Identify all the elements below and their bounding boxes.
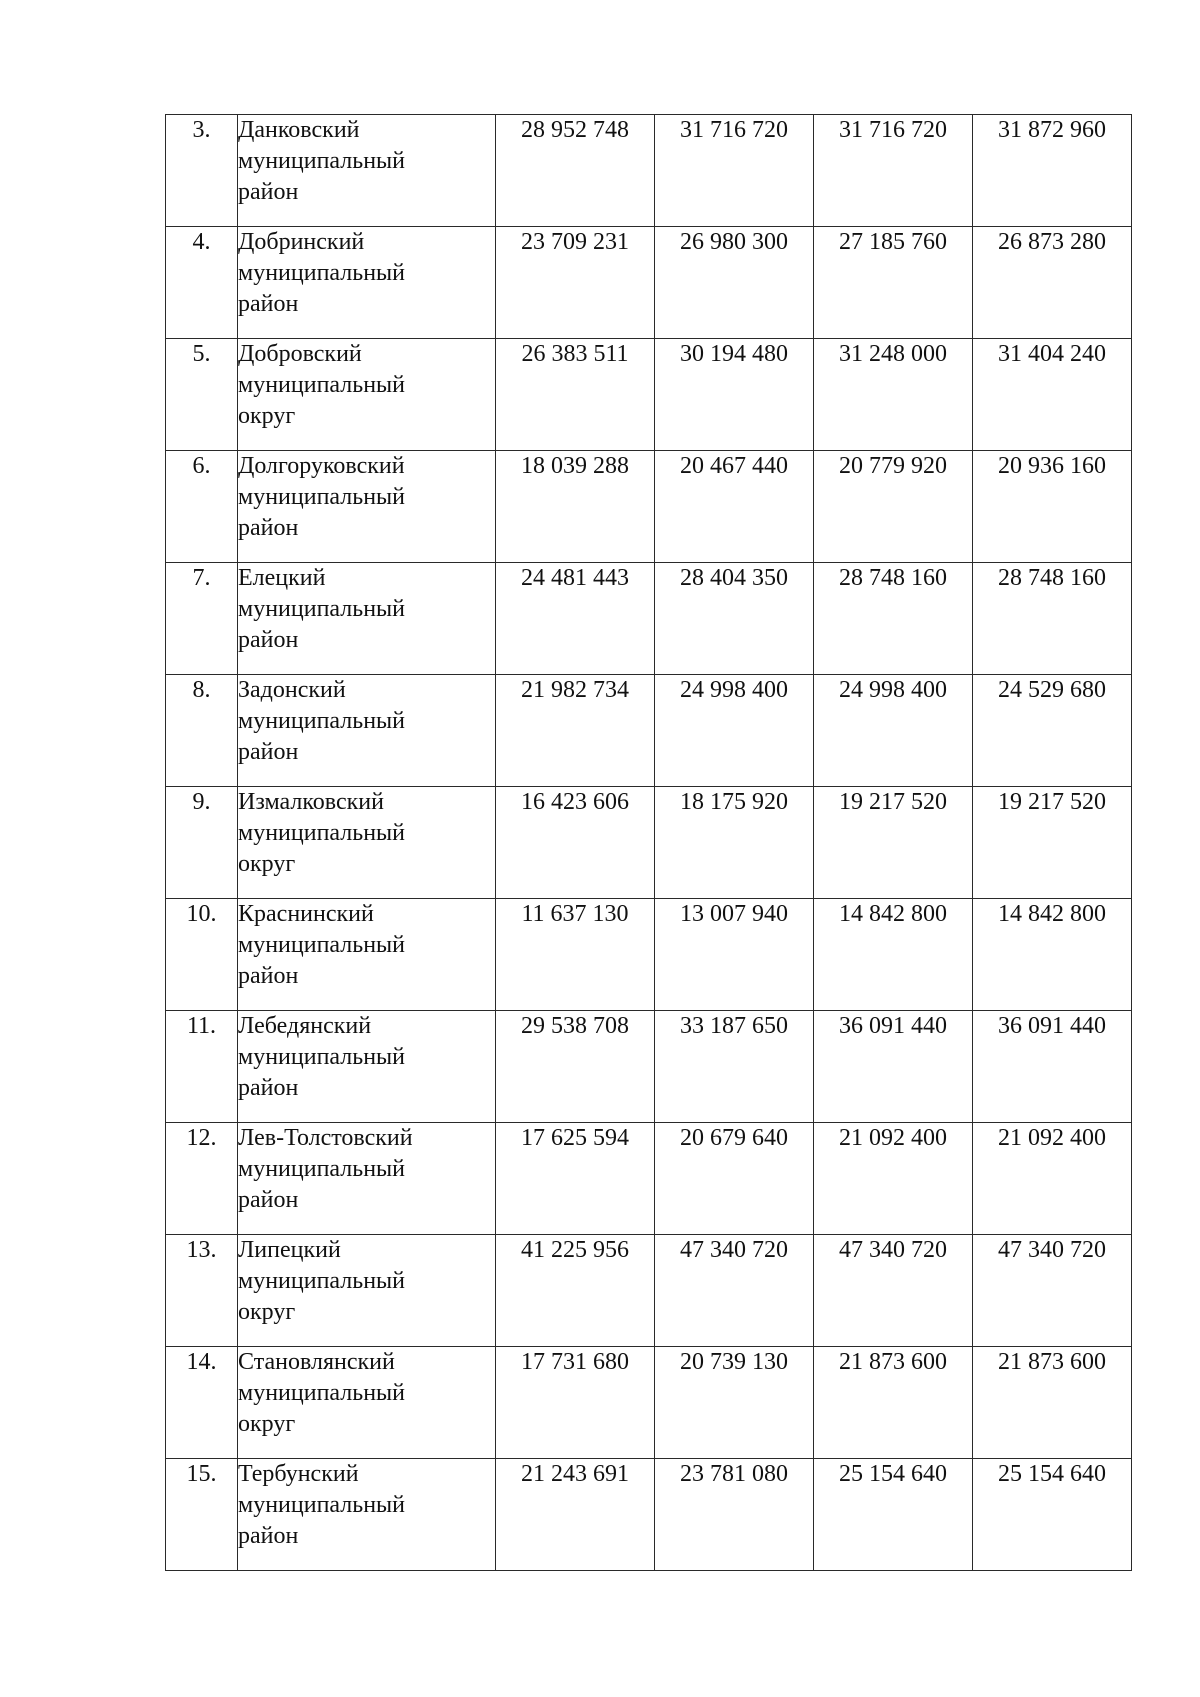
municipality-name [238,227,496,339]
name-line: муниципальный [238,484,406,510]
name-line: округ [238,1411,296,1437]
name-line: Лев-Толстовский [238,1125,413,1151]
value-cell: 31 716 720 [814,115,973,227]
municipality-name [238,339,496,451]
table-row [166,1123,1132,1235]
name-line: район [238,963,299,989]
table-row [166,899,1132,1011]
name-line: район [238,1523,299,1549]
table-row [166,675,1132,787]
table-row [166,227,1132,339]
value-cell: 21 092 400 [973,1123,1132,1235]
name-line: район [238,1075,299,1101]
row-number: 7. [166,563,238,675]
name-line: муниципальный [238,1044,406,1070]
municipality-name [238,115,496,227]
municipality-name [238,1011,496,1123]
value-cell: 21 873 600 [814,1347,973,1459]
name-line: Становлянский [238,1349,395,1375]
municipality-name [238,675,496,787]
row-number: 3. [166,115,238,227]
name-line: муниципальный [238,1380,406,1406]
name-line: район [238,627,299,653]
name-line: район [238,179,299,205]
name-line: муниципальный [238,596,406,622]
value-cell: 26 383 511 [496,339,655,451]
value-cell: 26 980 300 [655,227,814,339]
name-line: Долгоруковский [238,453,405,479]
table-row [166,563,1132,675]
value-cell: 19 217 520 [814,787,973,899]
value-cell: 28 748 160 [814,563,973,675]
table-row [166,787,1132,899]
name-line: округ [238,851,296,877]
value-cell: 26 873 280 [973,227,1132,339]
name-line: муниципальный [238,148,406,174]
value-cell: 47 340 720 [655,1235,814,1347]
value-cell: 17 731 680 [496,1347,655,1459]
municipality-name [238,787,496,899]
value-cell: 27 185 760 [814,227,973,339]
value-cell: 24 529 680 [973,675,1132,787]
value-cell: 24 481 443 [496,563,655,675]
name-line: Лебедянский [238,1013,372,1039]
name-line: район [238,515,299,541]
name-line: муниципальный [238,1492,406,1518]
value-cell: 19 217 520 [973,787,1132,899]
row-number: 8. [166,675,238,787]
value-cell: 20 467 440 [655,451,814,563]
value-cell: 14 842 800 [973,899,1132,1011]
value-cell: 21 873 600 [973,1347,1132,1459]
municipality-name [238,1123,496,1235]
value-cell: 31 872 960 [973,115,1132,227]
name-line: район [238,1187,299,1213]
name-line: Краснинский [238,901,374,927]
value-cell: 20 679 640 [655,1123,814,1235]
value-cell: 23 709 231 [496,227,655,339]
name-line: округ [238,1299,296,1325]
municipality-name [238,1459,496,1571]
municipality-name [238,899,496,1011]
row-number: 5. [166,339,238,451]
value-cell: 30 194 480 [655,339,814,451]
value-cell: 20 739 130 [655,1347,814,1459]
name-line: округ [238,403,296,429]
value-cell: 28 952 748 [496,115,655,227]
name-line: муниципальный [238,932,406,958]
value-cell: 18 039 288 [496,451,655,563]
value-cell: 14 842 800 [814,899,973,1011]
row-number: 11. [166,1011,238,1123]
budget-table [165,114,1132,1571]
value-cell: 23 781 080 [655,1459,814,1571]
value-cell: 28 404 350 [655,563,814,675]
name-line: Данковский [238,117,360,143]
name-line: муниципальный [238,708,406,734]
name-line: муниципальный [238,1268,406,1294]
value-cell: 20 779 920 [814,451,973,563]
value-cell: 24 998 400 [814,675,973,787]
table-row [166,339,1132,451]
value-cell: 47 340 720 [814,1235,973,1347]
table-row [166,1235,1132,1347]
name-line: Измалковский [238,789,384,815]
name-line: Задонский [238,677,346,703]
name-line: Добровский [238,341,362,367]
value-cell: 25 154 640 [973,1459,1132,1571]
name-line: район [238,739,299,765]
name-line: муниципальный [238,372,406,398]
name-line: район [238,291,299,317]
row-number: 14. [166,1347,238,1459]
value-cell: 36 091 440 [814,1011,973,1123]
table-row [166,451,1132,563]
value-cell: 24 998 400 [655,675,814,787]
municipality-name [238,1235,496,1347]
value-cell: 16 423 606 [496,787,655,899]
municipality-name [238,1347,496,1459]
row-number: 4. [166,227,238,339]
row-number: 10. [166,899,238,1011]
value-cell: 31 716 720 [655,115,814,227]
value-cell: 47 340 720 [973,1235,1132,1347]
value-cell: 13 007 940 [655,899,814,1011]
name-line: Добринский [238,229,365,255]
row-number: 6. [166,451,238,563]
name-line: Липецкий [238,1237,341,1263]
row-number: 13. [166,1235,238,1347]
table-row [166,1347,1132,1459]
value-cell: 25 154 640 [814,1459,973,1571]
value-cell: 11 637 130 [496,899,655,1011]
name-line: муниципальный [238,1156,406,1182]
name-line: Тербунский [238,1461,359,1487]
table-row [166,1011,1132,1123]
table-body [166,115,1132,1571]
table-row [166,1459,1132,1571]
table-row [166,115,1132,227]
value-cell: 31 248 000 [814,339,973,451]
value-cell: 29 538 708 [496,1011,655,1123]
name-line: муниципальный [238,260,406,286]
value-cell: 28 748 160 [973,563,1132,675]
name-line: Елецкий [238,565,326,591]
value-cell: 33 187 650 [655,1011,814,1123]
value-cell: 18 175 920 [655,787,814,899]
municipality-name [238,451,496,563]
municipality-name [238,563,496,675]
value-cell: 20 936 160 [973,451,1132,563]
value-cell: 41 225 956 [496,1235,655,1347]
row-number: 12. [166,1123,238,1235]
row-number: 15. [166,1459,238,1571]
value-cell: 21 243 691 [496,1459,655,1571]
value-cell: 21 982 734 [496,675,655,787]
value-cell: 17 625 594 [496,1123,655,1235]
row-number: 9. [166,787,238,899]
name-line: муниципальный [238,820,406,846]
value-cell: 36 091 440 [973,1011,1132,1123]
value-cell: 21 092 400 [814,1123,973,1235]
value-cell: 31 404 240 [973,339,1132,451]
